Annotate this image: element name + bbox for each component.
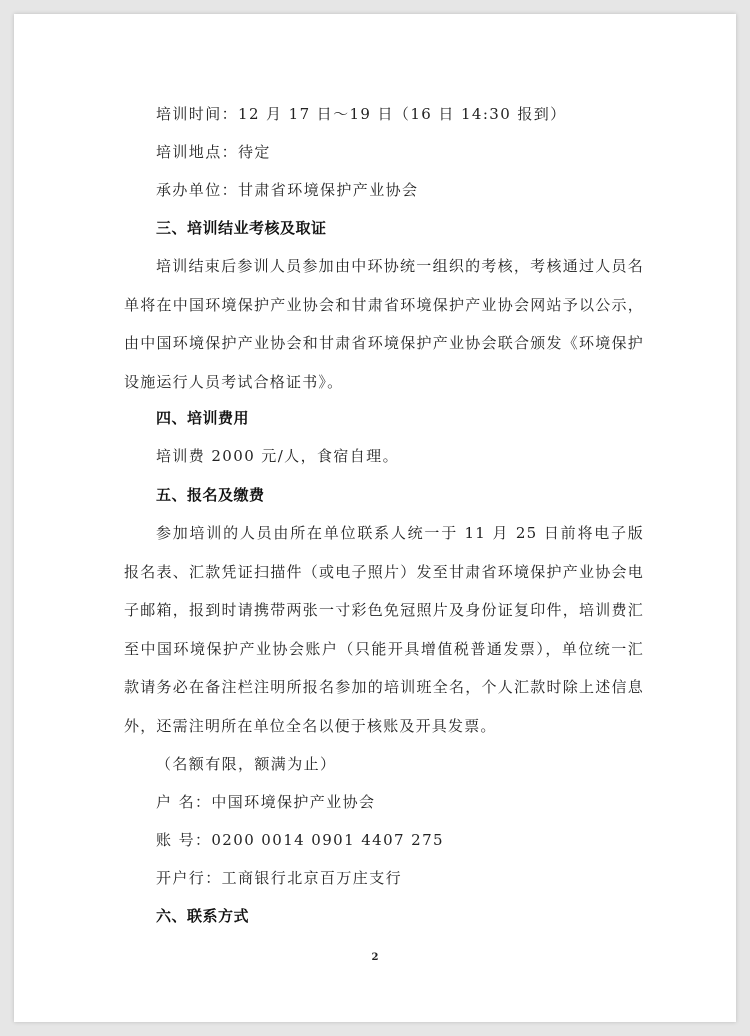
section-6-heading: 六、联系方式 <box>156 907 250 925</box>
document-page <box>14 14 736 1022</box>
bank-branch: 开户行：工商银行北京百万庄支行 <box>156 869 403 887</box>
section-3-heading: 三、培训结业考核及取证 <box>156 219 327 237</box>
section-5-body: 参加培训的人员由所在单位联系人统一于 11 月 25 日前将电子版报名表、汇款凭证扫描件（或电子照片）发至甘肃省环境保护产业协会电子邮箱，报到时请携带两张一寸彩色免冠照片及身份证复印件，培训费汇至中国环境保护产业协会账户（只能开具增值税普通发票），单位统一汇款请务必在备注栏注明所报名参加的培训班全名，个人汇款时除上述信息外，还需注明所在单位全名以便于核账及开具发票。 <box>124 524 644 735</box>
section-3-body: 培训结束后参训人员参加由中环协统一组织的考核，考核通过人员名单将在中国环境保护产业协会和甘肃省环境保护产业协会网站予以公示，由中国环境保护产业协会和甘肃省环境保护产业协会联合颁发《环境保护设施运行人员考试合格证书》。 <box>124 257 644 391</box>
quota-note: （名额有限，额满为止） <box>156 755 337 773</box>
training-organizer: 承办单位：甘肃省环境保护产业协会 <box>156 181 419 199</box>
section-4-heading: 四、培训费用 <box>156 409 250 427</box>
training-location: 培训地点：待定 <box>156 143 271 161</box>
page-number: 2 <box>371 952 379 963</box>
account-number: 账 号：0200 0014 0901 4407 275 <box>156 831 444 849</box>
section-5-heading: 五、报名及缴费 <box>156 486 265 504</box>
account-name: 户 名：中国环境保护产业协会 <box>156 793 376 811</box>
training-time: 培训时间：12 月 17 日～19 日（16 日 14:30 报到） <box>156 105 567 123</box>
training-fee: 培训费 2000 元/人，食宿自理。 <box>156 447 399 465</box>
